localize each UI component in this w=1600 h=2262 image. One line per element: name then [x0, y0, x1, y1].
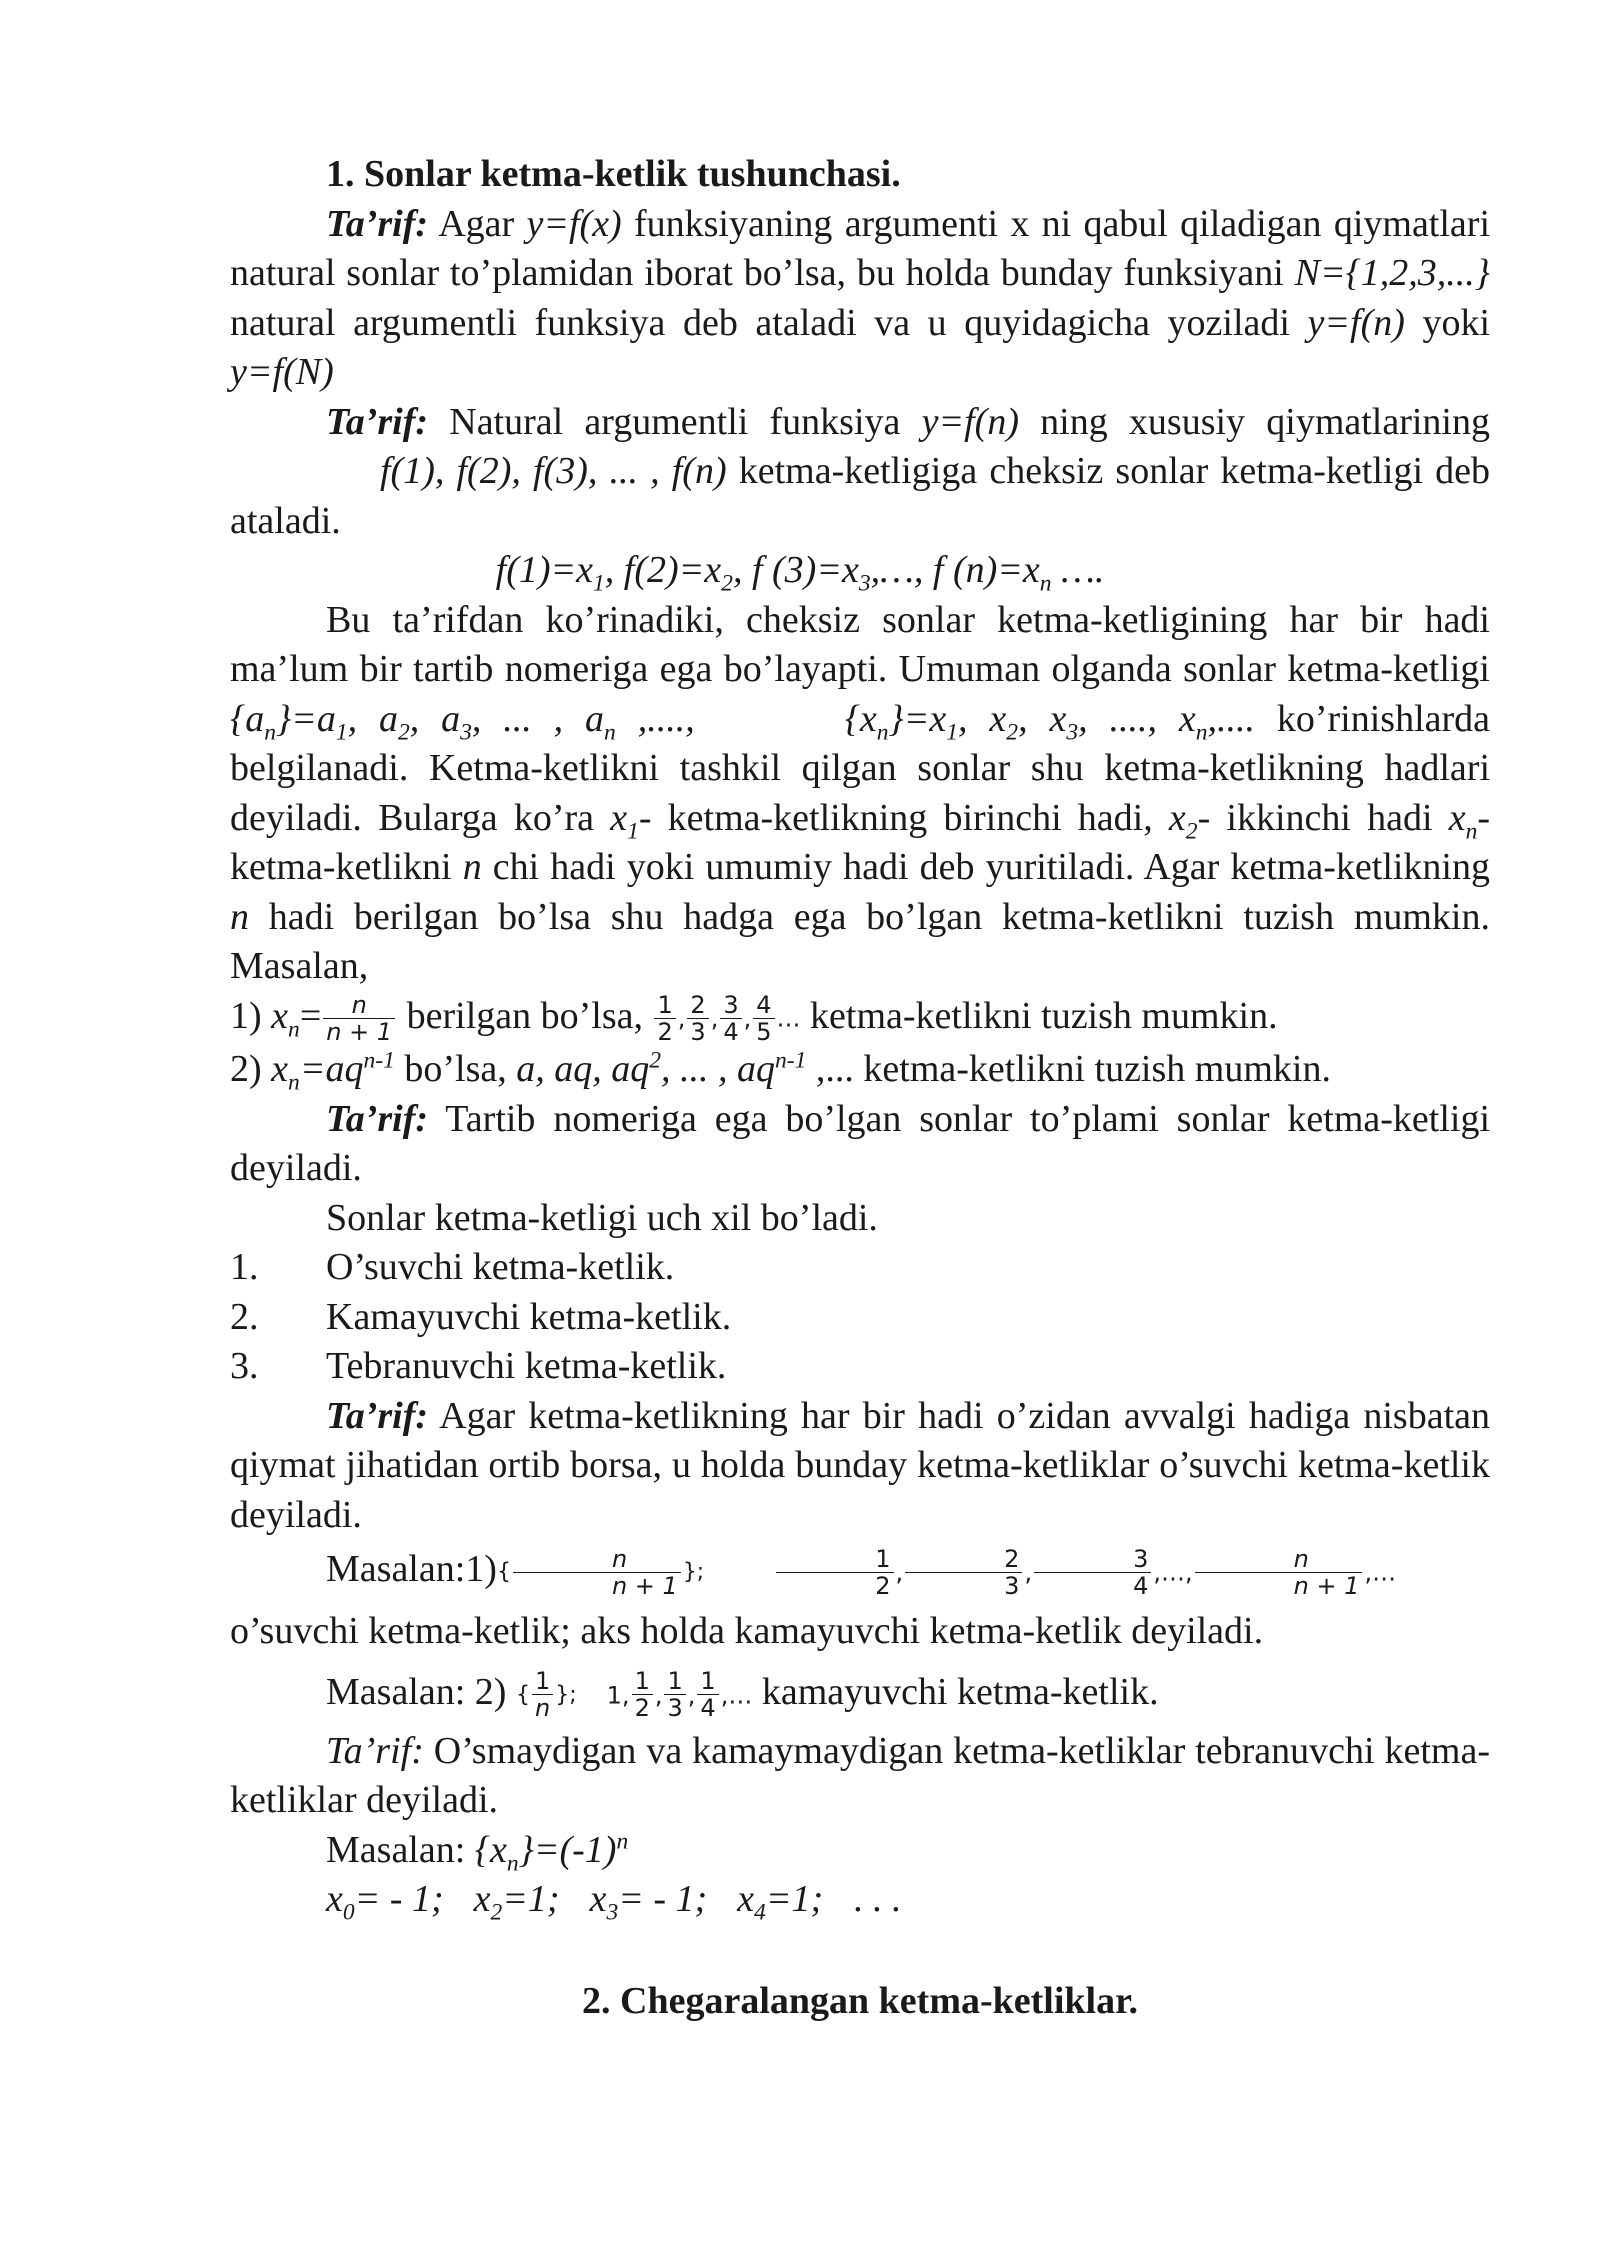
definition-2-paragraph: [230, 398, 1490, 547]
fraction: $\frac{1}{n}$: [532, 1668, 553, 1721]
example-1-line: 1) $x_n=$ $\frac{n}{n + 1}$ berilgan bo’lsa, $\frac{1}{2}$ , $\frac{2}{3}$ , $\frac{3}{4}$ , $\frac{4}{5}$ … ketma-ketlikni tuzish mumkin.: [230, 991, 1278, 1047]
section-2-heading: 2. Chegaralangan ketma-ketliklar.: [582, 1979, 1138, 2022]
formula: y=f(x): [526, 202, 622, 245]
text: Agar: [428, 202, 527, 245]
text: Natural argumentli funksiya: [428, 400, 922, 443]
definition-label: Ta’rif:: [326, 202, 429, 245]
fraction: $\frac{1}{2}$: [654, 992, 675, 1045]
formula: y=f(N): [230, 351, 334, 393]
formula: y=f(n): [921, 400, 1019, 443]
section-1-heading: 1. Sonlar ketma-ketlik tushunchasi.: [326, 153, 901, 195]
fraction: $\frac{2}{3}$: [905, 1546, 1022, 1599]
text: yoki: [1404, 301, 1490, 344]
types-intro: Sonlar ketma-ketligi uch xil bo’ladi.: [326, 1196, 878, 1239]
text: ketma-ketligiga cheksiz sonlar ketma-ketligi deb ataladi.: [230, 450, 1490, 542]
fraction: $\frac{2}{3}$: [687, 992, 708, 1045]
example-2-line: 2) $x_n=aq^{n-1}$ bo’lsa, a, aq, $aq^2$, ... , $aq^{n-1}$ ,... ketma-ketlikni tuzish mumkin.: [230, 1047, 1331, 1096]
example-5-terms: $x_0= - 1$; $x_2=1$; $x_3= - 1$; $x_4=1$; . . .: [326, 1878, 901, 1926]
fraction: $\frac{1}{2}$: [776, 1546, 893, 1599]
fraction: $\frac{1}{4}$: [697, 1668, 718, 1721]
definition-5-paragraph: Ta’rif: O’smaydigan va kamaymaydigan ketma-ketliklar tebranuvchi ketma-ketliklar deyiladi.: [230, 1729, 1490, 1822]
definition-label: Ta’rif:: [326, 1729, 424, 1772]
definition-label: Ta’rif:: [326, 1394, 429, 1437]
formula: f(1), f(2), f(3), ... , f(n): [380, 450, 727, 492]
list-item: 1. O’suvchi ketma-ketlik.: [230, 1246, 675, 1289]
sequence-notation-paragraph: Bu ta’rifdan ko’rinadiki, cheksiz sonlar ketma-ketligining har bir hadi ma’lum bir tartib nomeriga ega bo’layapti. Umuman olganda sonlar ketma-ketligi $\{a_n\}=a_1$, $a_2$, $a_3$, ... , $a_n$ ,...., $\{x_n\}=x_1$, $x_2$, $x_3$, ...., $x_n$,.... ko’rinishlarda belgilanadi. Ketma-ketlikni tashkil qilgan sonlar shu ketma-ketlikning hadlari deyiladi. Bularga ko’ra $x_1-$ ketma-ketlikning birinchi hadi, $x_2-$ ikkinchi hadi $x_n-$ ketma-ketlikni n chi hadi yoki umumiy hadi deb yuritiladi. Agar ketma-ketlikning n hadi berilgan bo’lsa shu hadga ega bo’lgan ketma-ketlikni tuzish mumkin. Masalan,: [230, 598, 1491, 987]
text: natural argumentli funksiya deb ataladi va u quyidagicha yoziladi: [230, 301, 1308, 344]
example-5-line: Masalan: $\{x_n\}=(-1)^n$: [326, 1828, 629, 1877]
text: funksiyaning argumenti x ni qabul qiladigan qiymatlari natural sonlar to’plamidan iborat bo’lsa, bu holda bunday funksiyani: [230, 202, 1490, 294]
fraction: $\frac{n}{n + 1}$: [513, 1546, 681, 1599]
fraction: $\frac{n}{n + 1}$: [1195, 1546, 1363, 1599]
formula: N={1,2,3,...}: [1294, 252, 1490, 294]
text: ning xususiy qiymatlarining: [1018, 400, 1490, 443]
document-page: [230, 150, 1490, 2026]
fraction: $\frac{1}{3}$: [664, 1668, 685, 1721]
example-4-line: Masalan: 2) { $\frac{1}{n}$ }; 1, $\frac{1}{2}$ , $\frac{1}{3}$ , $\frac{1}{4}$ ,… kamayuvchi ketma-ketlik.: [326, 1667, 1159, 1723]
definition-4-paragraph: Ta’rif: Agar ketma-ketlikning har bir hadi o’zidan avvalgi hadiga nisbatan qiymat jihatidan ortib borsa, u holda bunday ketma-ketliklar o’suvchi ketma-ketlik deyiladi.: [230, 1394, 1490, 1536]
list-item: 2. Kamayuvchi ketma-ketlik.: [230, 1295, 732, 1338]
formula-line-1: $f(1)=x_1$, $f(2)=x_2$, f $(3)=x_3,\dots$, f $(n)=x_n$ ….: [495, 549, 1105, 597]
fraction: $\frac{4}{5}$: [753, 992, 774, 1045]
fraction: $\frac{3}{4}$: [1034, 1546, 1151, 1599]
fraction: $\frac{n}{n + 1}$: [323, 992, 395, 1045]
formula: y=f(n): [1307, 301, 1405, 344]
definition-label: Ta’rif:: [326, 400, 429, 443]
fraction: $\frac{3}{4}$: [720, 992, 741, 1045]
fraction: $\frac{1}{2}$: [632, 1668, 653, 1721]
definition-label: Ta’rif:: [326, 1097, 429, 1140]
example-3-paragraph: Masalan:1){ $\frac{n}{n + 1}$ }; $\frac{1}{2}$ , $\frac{2}{3}$ , $\frac{3}{4}$ ,…, $\frac{n}{n + 1}$ ,… o’suvchi ketma-ketlik; aks holda kamayuvchi ketma-ketlik deyiladi.: [230, 1545, 1397, 1652]
definition-3-paragraph: Ta’rif: Tartib nomeriga ega bo’lgan sonlar to’plami sonlar ketma-ketligi deyiladi.: [230, 1097, 1490, 1190]
definition-1-paragraph: [230, 200, 1490, 398]
types-list: [230, 1243, 1490, 1392]
list-item: 3. Tebranuvchi ketma-ketlik.: [230, 1345, 727, 1388]
